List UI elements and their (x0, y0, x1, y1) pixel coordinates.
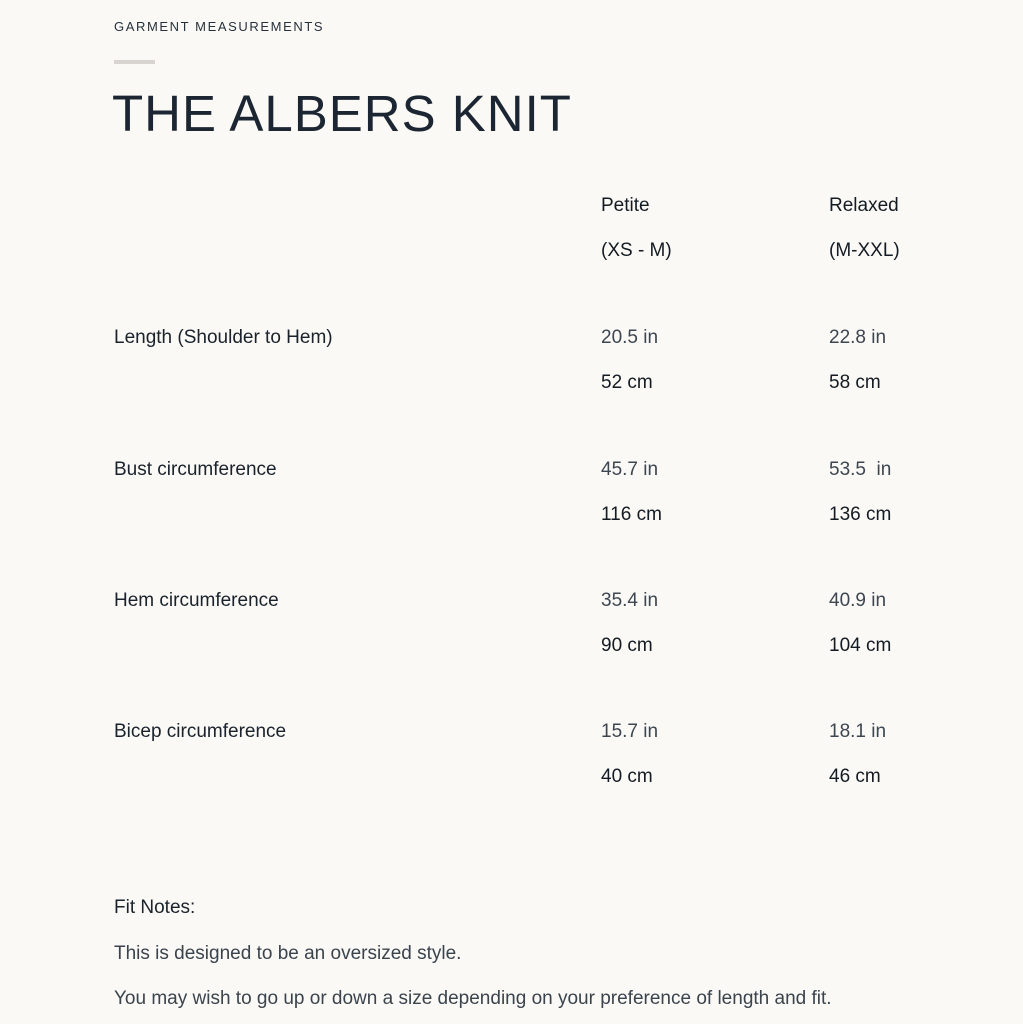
row-label: Hem circumference (114, 590, 279, 611)
column-header-relaxed: Relaxed (829, 195, 899, 216)
petite-centimeters: 52 cm (601, 372, 653, 393)
relaxed-inches: 18.1 in (829, 721, 887, 742)
row-label: Bust circumference (114, 459, 277, 480)
relaxed-inches: 22.8 in (829, 327, 887, 348)
relaxed-centimeters: 104 cm (829, 635, 892, 656)
row-label: Bicep circumference (114, 721, 287, 742)
page-title: THE ALBERS KNIT (112, 85, 572, 142)
relaxed-inches: 53.5 in (829, 459, 892, 480)
fit-note-line: You may wish to go up or down a size depending on your preference of length and fit. (114, 988, 832, 1009)
accent-divider (114, 60, 155, 64)
column-range-relaxed: (M-XXL) (829, 240, 900, 261)
petite-centimeters: 40 cm (601, 766, 653, 787)
relaxed-centimeters: 58 cm (829, 372, 881, 393)
column-range-petite: (XS - M) (601, 240, 672, 261)
petite-inches: 45.7 in (601, 459, 659, 480)
petite-inches: 35.4 in (601, 590, 659, 611)
fit-note-line: This is designed to be an oversized style. (114, 943, 462, 964)
fit-notes-heading: Fit Notes: (114, 897, 196, 918)
column-header-petite: Petite (601, 195, 650, 216)
petite-inches: 15.7 in (601, 721, 659, 742)
petite-centimeters: 90 cm (601, 635, 653, 656)
row-label: Length (Shoulder to Hem) (114, 327, 333, 348)
relaxed-centimeters: 136 cm (829, 504, 892, 525)
petite-inches: 20.5 in (601, 327, 659, 348)
relaxed-centimeters: 46 cm (829, 766, 881, 787)
section-eyebrow: GARMENT MEASUREMENTS (114, 19, 325, 34)
petite-centimeters: 116 cm (601, 504, 662, 525)
relaxed-inches: 40.9 in (829, 590, 887, 611)
